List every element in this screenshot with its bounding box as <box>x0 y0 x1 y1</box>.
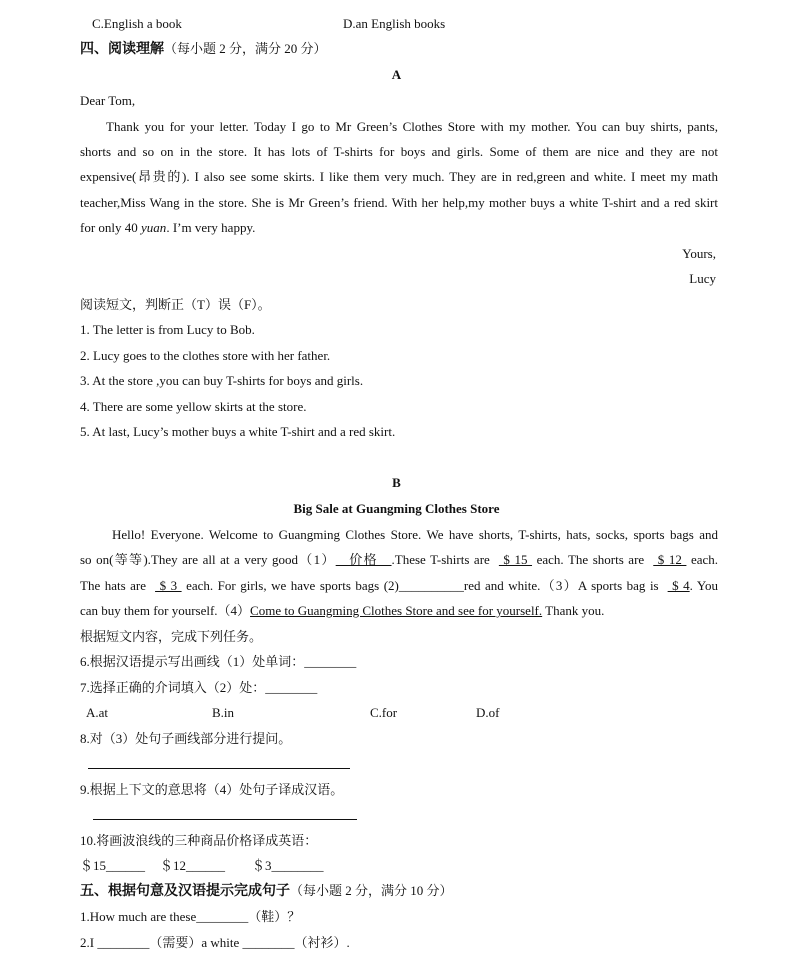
question-9: 9.根据上下文的意思将（4）处句子译成汉语。 <box>80 782 344 797</box>
passage-a-line-3: expensive(昂贵的). I also see some skirts. I like them very much. They are in red,green and white. I meet my math <box>80 169 718 184</box>
letter-signature: Lucy <box>689 271 716 286</box>
passage-b-line-4 <box>80 603 604 619</box>
section-5-heading <box>80 883 453 900</box>
option-d: D.an English books <box>343 16 446 31</box>
question-10: 10.将画波浪线的三种商品价格译成英语： <box>80 833 318 848</box>
option-c: C.English a book <box>92 16 182 31</box>
section-5-note: （每小题 2 分，满分 10 分） <box>290 883 453 898</box>
passage-a-line-4: teacher,Miss Wang in the store. She is Mr Green’s friend. With her help,my mother buys a white T-shirt and a red skirt <box>80 195 718 210</box>
line-4-b: Thank you. <box>542 603 605 618</box>
passage-a-instruction: 阅读短文，判断正（T）误（F）。 <box>80 297 271 312</box>
q10-price-1: ＄15______ <box>80 858 146 873</box>
question-7: 7.选择正确的介词填入（2）处：________ <box>80 680 318 695</box>
passage-a-line-1: Thank you for your letter. Today I go to Mr Green’s Clothes Store with my mother. You can buy shirts, pants, <box>106 119 718 134</box>
q7-option-d: D.of <box>476 705 500 720</box>
section-4-title: 四、阅读理解 <box>80 42 164 57</box>
q10-price-3: ＄3________ <box>252 858 324 873</box>
question-3: 3. At the store ,you can buy T-shirts for boys and girls. <box>80 373 364 388</box>
passage-b-line-2 <box>80 552 718 568</box>
section-5-title: 五、根据句意及汉语提示完成句子 <box>80 884 290 899</box>
sports-bag-price: $ 4 <box>667 578 690 593</box>
line-2-b: .These T-shirts are <box>391 552 499 567</box>
passage-b-title: Big Sale at Guangming Clothes Store <box>293 501 500 516</box>
passage-b-line-3 <box>80 578 718 594</box>
sentence-4-underlined: Come to Guangming Clothes Store and see for yourself. <box>250 603 543 618</box>
line-5-italic: yuan <box>141 220 167 235</box>
line-2-a: so on(等等).They are all at a very good（1） <box>80 552 336 567</box>
line-3-b: each. For girls, we have sports bags (2)__________red and white.（3）A sports bag is <box>181 578 668 593</box>
tshirt-price: $ 15 <box>498 552 533 567</box>
q10-price-2: ＄12______ <box>160 858 226 873</box>
question-4: 4. There are some yellow skirts at the store. <box>80 399 307 414</box>
line-2-c: each. The shorts are <box>532 552 654 567</box>
line-3-a: The hats are <box>80 578 156 593</box>
passage-b-line-1: Hello! Everyone. Welcome to Guangming Clothes Store. We have shorts, T-shirts, hats, socks, sports bags and <box>112 527 718 542</box>
shorts-price: $ 12 <box>653 552 687 567</box>
question-5: 5. At last, Lucy’s mother buys a white T-shirt and a red skirt. <box>80 424 396 439</box>
question-8: 8.对（3）处句子画线部分进行提问。 <box>80 731 292 746</box>
section-5-question-1: 1.How much are these________（鞋）？ <box>80 909 301 924</box>
line-4-a: can buy them for yourself.（4） <box>80 603 251 618</box>
passage-b-label: B <box>392 475 401 490</box>
passage-a-line-5 <box>80 220 255 236</box>
line-5-end: . I’m very happy. <box>166 220 256 235</box>
passage-b-instruction: 根据短文内容，完成下列任务。 <box>80 629 263 644</box>
passage-a-line-2: shorts and so on in the store. It has lots of T-shirts for boys and girls. Some of them are nice and they are not <box>80 144 718 159</box>
q8-answer-line[interactable] <box>88 768 350 769</box>
line-5-start: for only 40 <box>80 220 142 235</box>
q7-option-b: B.in <box>212 705 235 720</box>
hats-price: $ 3 <box>155 578 182 593</box>
question-6: 6.根据汉语提示写出画线（1）处单词：________ <box>80 654 357 669</box>
letter-greeting: Dear Tom, <box>80 93 136 108</box>
q9-answer-line[interactable] <box>93 819 357 820</box>
q7-option-c: C.for <box>370 705 398 720</box>
letter-closing: Yours, <box>682 246 716 261</box>
section-4-heading <box>80 41 327 58</box>
price-word-blank: 价格 <box>335 552 392 567</box>
section-5-question-2: 2.I ________（需要）a white ________（衬衫）. <box>80 935 350 950</box>
line-3-c: . You <box>689 578 719 593</box>
line-2-d: each. <box>686 552 719 567</box>
q7-option-a: A.at <box>86 705 109 720</box>
section-4-note: （每小题 2 分，满分 20 分） <box>164 41 327 56</box>
question-2: 2. Lucy goes to the clothes store with her father. <box>80 348 331 363</box>
question-1: 1. The letter is from Lucy to Bob. <box>80 322 255 337</box>
passage-a-label: A <box>391 67 402 82</box>
